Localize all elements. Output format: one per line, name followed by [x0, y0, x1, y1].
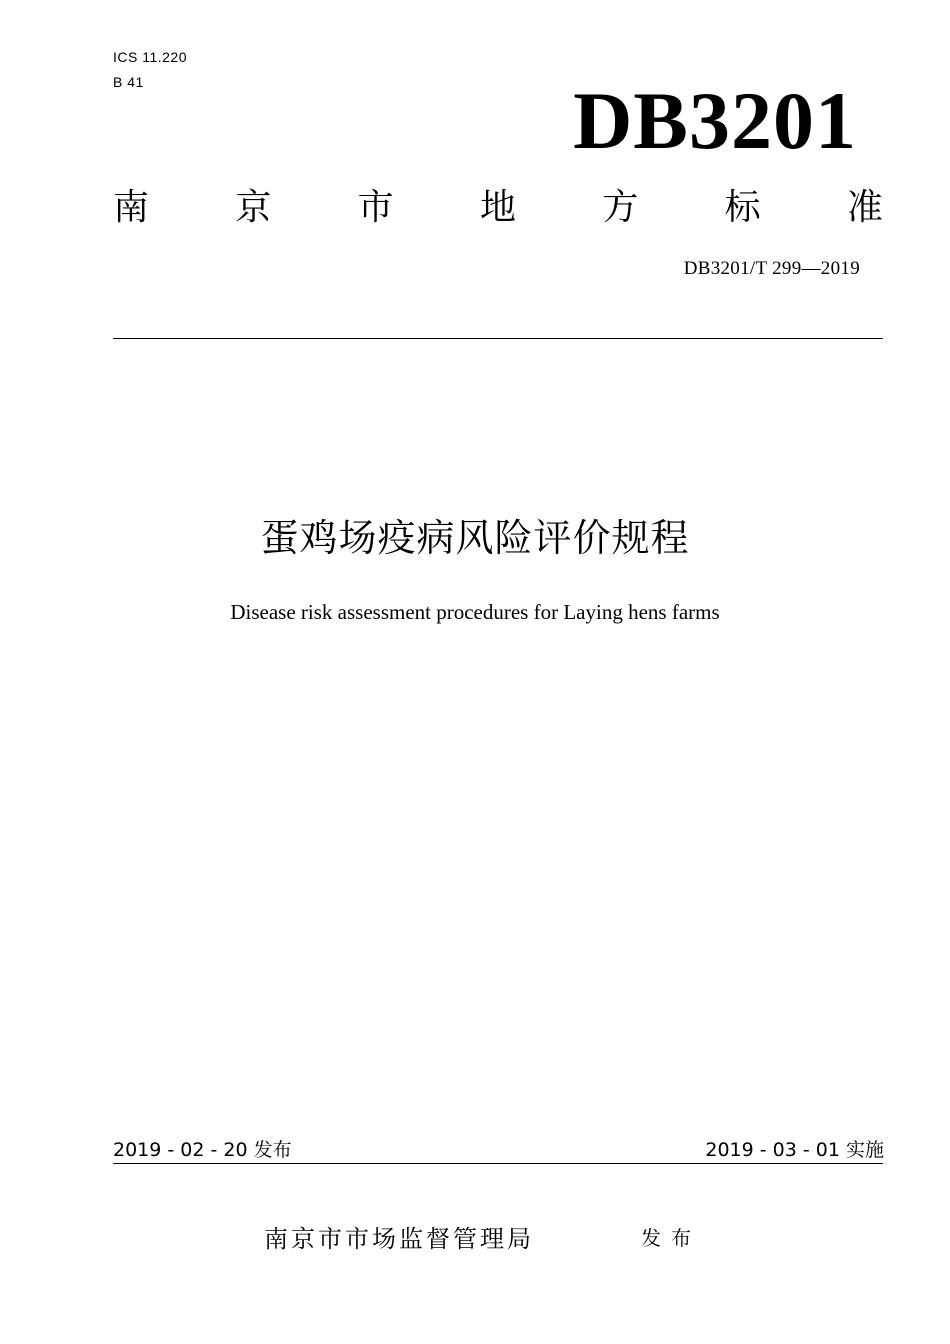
standard-category-title [113, 186, 883, 230]
header-divider [113, 338, 883, 339]
category-char: 准 [846, 187, 883, 228]
category-char: 标 [724, 187, 761, 228]
standard-number: DB3201/T 299—2019 [683, 258, 860, 279]
publisher-name: 南京市市场监督管理局 [264, 1225, 534, 1253]
footer-divider [113, 1163, 883, 1164]
ccs-code: B 41 [113, 74, 144, 90]
category-char: 京 [235, 187, 272, 228]
standard-code-logo: DB3201 [573, 75, 857, 166]
ics-code: ICS 11.220 [113, 49, 188, 65]
publish-label: 发布 [641, 1226, 701, 1250]
issue-date: 2019 - 02 - 20 发布 [113, 1139, 292, 1161]
category-char: 市 [357, 187, 394, 228]
category-char: 地 [479, 187, 516, 228]
document-title-english: Disease risk assessment procedures for Laying hens farms [230, 600, 720, 624]
category-char: 方 [602, 187, 639, 228]
document-title: 蛋鸡场疫病风险评价规程 [260, 516, 690, 560]
category-char: 南 [113, 187, 150, 228]
implementation-date: 2019 - 03 - 01 实施 [705, 1139, 884, 1161]
